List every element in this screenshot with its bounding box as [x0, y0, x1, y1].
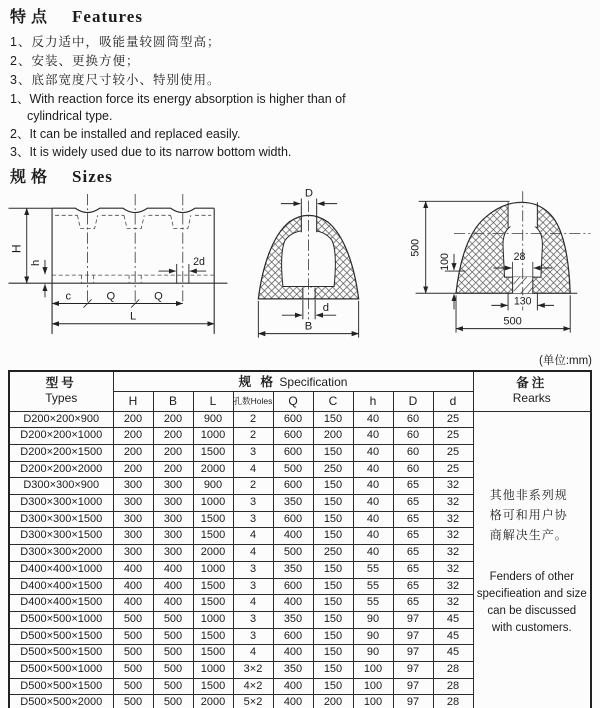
spec-col-header: D: [393, 391, 433, 411]
value-cell: 65: [393, 478, 433, 495]
value-cell: 300: [153, 545, 193, 562]
value-cell: 32: [433, 561, 473, 578]
value-cell: 65: [393, 595, 433, 612]
value-cell: 500: [153, 611, 193, 628]
value-cell: 350: [273, 662, 313, 679]
value-cell: 600: [273, 411, 313, 428]
value-cell: 300: [153, 528, 193, 545]
dim-label-L: L: [130, 310, 137, 323]
value-cell: 65: [393, 545, 433, 562]
value-cell: 150: [313, 511, 353, 528]
value-cell: 32: [433, 545, 473, 562]
value-cell: 28: [433, 695, 473, 708]
spec-table: [8, 370, 592, 708]
value-cell: 60: [393, 428, 433, 445]
value-cell: 200: [113, 444, 153, 461]
value-cell: 4: [233, 545, 273, 562]
value-cell: 4: [233, 595, 273, 612]
value-cell: 200: [113, 428, 153, 445]
value-cell: 45: [433, 611, 473, 628]
value-cell: 500: [153, 645, 193, 662]
value-cell: 500: [113, 662, 153, 679]
value-cell: 1500: [193, 511, 233, 528]
features-heading-en: Features: [72, 7, 143, 26]
type-cell: D200×200×2000: [9, 461, 113, 478]
value-cell: 200: [113, 461, 153, 478]
value-cell: 32: [433, 511, 473, 528]
value-cell: 400: [273, 595, 313, 612]
value-cell: 200: [313, 695, 353, 708]
value-cell: 1000: [193, 428, 233, 445]
value-cell: 32: [433, 478, 473, 495]
value-cell: 300: [113, 511, 153, 528]
value-cell: 300: [113, 495, 153, 512]
feature-item-en: 1、With reaction force its energy absorption is higher than of cylindrical type.: [10, 92, 346, 123]
header-row-1: [9, 371, 591, 391]
value-cell: 600: [273, 578, 313, 595]
value-cell: 200: [153, 428, 193, 445]
dim-label-100: 100: [438, 253, 451, 271]
value-cell: 150: [313, 528, 353, 545]
value-cell: 25: [433, 411, 473, 428]
value-cell: 3: [233, 578, 273, 595]
dim-label-2d: 2d: [193, 255, 205, 268]
value-cell: 500: [153, 678, 193, 695]
spec-col-header: B: [153, 391, 193, 411]
value-cell: 97: [393, 611, 433, 628]
value-cell: 3: [233, 495, 273, 512]
value-cell: 32: [433, 495, 473, 512]
spec-col-header: C: [313, 391, 353, 411]
value-cell: 100: [353, 678, 393, 695]
value-cell: 40: [353, 528, 393, 545]
spec-col-header: H: [113, 391, 153, 411]
value-cell: 250: [313, 461, 353, 478]
value-cell: 400: [153, 595, 193, 612]
value-cell: 1500: [193, 528, 233, 545]
value-cell: 4×2: [233, 678, 273, 695]
value-cell: 500: [113, 645, 153, 662]
value-cell: 150: [313, 628, 353, 645]
value-cell: 300: [153, 495, 193, 512]
value-cell: 500: [153, 628, 193, 645]
cross-section-small-drawing: [250, 176, 368, 350]
value-cell: 500: [113, 611, 153, 628]
dim-label-28: 28: [513, 250, 526, 263]
value-cell: 400: [273, 695, 313, 708]
value-cell: 400: [113, 578, 153, 595]
type-cell: D500×500×1000: [9, 611, 113, 628]
value-cell: 45: [433, 628, 473, 645]
col-header-types-en: Types: [45, 391, 78, 406]
spec-col-header: h: [353, 391, 393, 411]
value-cell: 500: [113, 628, 153, 645]
type-cell: D200×200×1500: [9, 444, 113, 461]
col-header-spec-zh: 规 格: [238, 375, 277, 390]
value-cell: 32: [433, 595, 473, 612]
spec-col-header: d: [433, 391, 473, 411]
value-cell: 97: [393, 645, 433, 662]
remarks-cell: [473, 411, 591, 708]
value-cell: 200: [153, 461, 193, 478]
spec-col-header: L: [193, 391, 233, 411]
value-cell: 500: [153, 695, 193, 708]
type-cell: D200×200×900: [9, 411, 113, 428]
value-cell: 150: [313, 561, 353, 578]
type-cell: D200×200×1000: [9, 428, 113, 445]
value-cell: 600: [273, 444, 313, 461]
dim-label-B: B: [304, 320, 313, 333]
dim-label-c: c: [65, 290, 72, 303]
col-header-remarks: [473, 371, 591, 411]
features-heading: [10, 4, 430, 27]
value-cell: 45: [433, 645, 473, 662]
value-cell: 300: [153, 478, 193, 495]
value-cell: 3: [233, 628, 273, 645]
value-cell: 3×2: [233, 662, 273, 679]
value-cell: 40: [353, 478, 393, 495]
value-cell: 250: [313, 545, 353, 562]
value-cell: 600: [273, 511, 313, 528]
value-cell: 900: [193, 478, 233, 495]
value-cell: 28: [433, 678, 473, 695]
value-cell: 60: [393, 411, 433, 428]
value-cell: 500: [113, 695, 153, 708]
value-cell: 2000: [193, 695, 233, 708]
value-cell: 2000: [193, 545, 233, 562]
type-cell: D500×500×1000: [9, 662, 113, 679]
type-cell: D400×400×1500: [9, 578, 113, 595]
type-cell: D300×300×900: [9, 478, 113, 495]
col-header-remarks-zh: 备注: [516, 376, 548, 391]
feature-item-en: 2、It can be installed and replaced easily.: [10, 127, 241, 141]
value-cell: 3: [233, 611, 273, 628]
value-cell: 1000: [193, 495, 233, 512]
col-header-types-zh: 型号: [45, 376, 77, 391]
value-cell: 350: [273, 495, 313, 512]
value-cell: 300: [113, 528, 153, 545]
dim-label-q1: Q: [106, 290, 116, 303]
value-cell: 40: [353, 495, 393, 512]
value-cell: 97: [393, 695, 433, 708]
dim-label-D: D: [304, 187, 314, 200]
col-header-spec-en: Specification: [279, 375, 348, 390]
value-cell: 300: [113, 545, 153, 562]
value-cell: 600: [273, 428, 313, 445]
value-cell: 1500: [193, 595, 233, 612]
value-cell: 55: [353, 578, 393, 595]
col-header-remarks-en: Rearks: [512, 391, 551, 406]
dim-label-130: 130: [513, 295, 532, 308]
spec-table-section: [8, 370, 592, 708]
value-cell: 90: [353, 628, 393, 645]
dim-label-height-500: 500: [409, 238, 422, 257]
feature-item-en: 3、It is widely used due to its narrow bottom width.: [10, 145, 292, 159]
value-cell: 1500: [193, 645, 233, 662]
value-cell: 1500: [193, 678, 233, 695]
value-cell: 400: [273, 528, 313, 545]
value-cell: 200: [113, 411, 153, 428]
sizes-heading: [10, 164, 113, 187]
value-cell: 1500: [193, 578, 233, 595]
value-cell: 150: [313, 645, 353, 662]
value-cell: 100: [353, 662, 393, 679]
sizes-heading-zh: 规格: [10, 169, 53, 186]
value-cell: 1000: [193, 611, 233, 628]
value-cell: 3: [233, 561, 273, 578]
value-cell: 2: [233, 478, 273, 495]
value-cell: 400: [113, 561, 153, 578]
value-cell: 25: [433, 428, 473, 445]
value-cell: 40: [353, 511, 393, 528]
value-cell: 300: [113, 478, 153, 495]
value-cell: 4: [233, 528, 273, 545]
value-cell: 65: [393, 561, 433, 578]
value-cell: 200: [313, 428, 353, 445]
value-cell: 4: [233, 645, 273, 662]
value-cell: 60: [393, 444, 433, 461]
side-view-drawing: [6, 190, 240, 342]
col-header-types: [9, 371, 113, 411]
value-cell: 350: [273, 611, 313, 628]
value-cell: 90: [353, 645, 393, 662]
dim-label-H: H: [9, 244, 24, 254]
value-cell: 400: [273, 645, 313, 662]
dim-label-q2: Q: [154, 290, 163, 303]
value-cell: 150: [313, 678, 353, 695]
value-cell: 28: [433, 662, 473, 679]
value-cell: 25: [433, 444, 473, 461]
remarks-text-en: Fenders of other specifieation and size can be discussed with customers.: [476, 571, 587, 635]
value-cell: 150: [313, 444, 353, 461]
dim-label-h: h: [29, 259, 42, 267]
type-cell: D500×500×2000: [9, 695, 113, 708]
table-row: [9, 411, 591, 428]
col-header-spec: [113, 371, 473, 391]
value-cell: 40: [353, 461, 393, 478]
dim-label-width-500: 500: [503, 315, 522, 328]
type-cell: D300×300×1500: [9, 511, 113, 528]
value-cell: 3: [233, 444, 273, 461]
value-cell: 1000: [193, 662, 233, 679]
value-cell: 600: [273, 478, 313, 495]
value-cell: 32: [433, 528, 473, 545]
value-cell: 90: [353, 611, 393, 628]
value-cell: 150: [313, 411, 353, 428]
value-cell: 500: [273, 461, 313, 478]
value-cell: 40: [353, 444, 393, 461]
value-cell: 150: [313, 611, 353, 628]
features-section: [10, 4, 430, 161]
value-cell: 32: [433, 578, 473, 595]
spec-col-header: 孔数Holes: [233, 391, 273, 411]
type-cell: D500×500×1500: [9, 678, 113, 695]
value-cell: 65: [393, 578, 433, 595]
value-cell: 1500: [193, 444, 233, 461]
type-cell: D400×400×1000: [9, 561, 113, 578]
feature-item-zh: 1、反力适中，吸能量较圆筒型高；: [10, 35, 221, 49]
value-cell: 400: [273, 678, 313, 695]
value-cell: 5×2: [233, 695, 273, 708]
value-cell: 40: [353, 428, 393, 445]
type-cell: D500×500×1500: [9, 628, 113, 645]
value-cell: 97: [393, 662, 433, 679]
value-cell: 900: [193, 411, 233, 428]
spec-table-body: [9, 411, 591, 708]
value-cell: 55: [353, 561, 393, 578]
value-cell: 97: [393, 678, 433, 695]
value-cell: 1000: [193, 561, 233, 578]
feature-item-zh: 2、安装、更换方便；: [10, 54, 140, 68]
type-cell: D400×400×1500: [9, 595, 113, 612]
value-cell: 97: [393, 628, 433, 645]
value-cell: 400: [153, 578, 193, 595]
cross-section-large-drawing: [408, 173, 596, 365]
value-cell: 400: [113, 595, 153, 612]
value-cell: 60: [393, 461, 433, 478]
feature-item-zh: 3、底部宽度尺寸较小、特别使用。: [10, 73, 221, 87]
value-cell: 100: [353, 695, 393, 708]
value-cell: 2000: [193, 461, 233, 478]
value-cell: 150: [313, 478, 353, 495]
value-cell: 55: [353, 595, 393, 612]
value-cell: 200: [153, 444, 193, 461]
value-cell: 1500: [193, 628, 233, 645]
value-cell: 65: [393, 511, 433, 528]
features-heading-zh: 特点: [10, 9, 53, 26]
value-cell: 300: [153, 511, 193, 528]
value-cell: 500: [153, 662, 193, 679]
value-cell: 3: [233, 511, 273, 528]
value-cell: 200: [153, 411, 193, 428]
value-cell: 40: [353, 545, 393, 562]
value-cell: 600: [273, 628, 313, 645]
value-cell: 65: [393, 495, 433, 512]
value-cell: 350: [273, 561, 313, 578]
value-cell: 2: [233, 411, 273, 428]
value-cell: 150: [313, 578, 353, 595]
type-cell: D300×300×1500: [9, 528, 113, 545]
value-cell: 500: [113, 678, 153, 695]
remarks-text-zh: 其他非系列规格可和用户协商解决生产。: [489, 488, 568, 543]
value-cell: 2: [233, 428, 273, 445]
value-cell: 150: [313, 495, 353, 512]
spec-col-header: Q: [273, 391, 313, 411]
type-cell: D300×300×1000: [9, 495, 113, 512]
value-cell: 40: [353, 411, 393, 428]
value-cell: 25: [433, 461, 473, 478]
value-cell: 400: [153, 561, 193, 578]
value-cell: 4: [233, 461, 273, 478]
value-cell: 65: [393, 528, 433, 545]
dim-label-d: d: [322, 302, 330, 315]
value-cell: 500: [273, 545, 313, 562]
value-cell: 150: [313, 662, 353, 679]
value-cell: 150: [313, 595, 353, 612]
type-cell: D500×500×1500: [9, 645, 113, 662]
unit-note: (单位:mm): [538, 355, 592, 367]
sizes-heading-en: Sizes: [72, 167, 113, 186]
type-cell: D300×300×2000: [9, 545, 113, 562]
